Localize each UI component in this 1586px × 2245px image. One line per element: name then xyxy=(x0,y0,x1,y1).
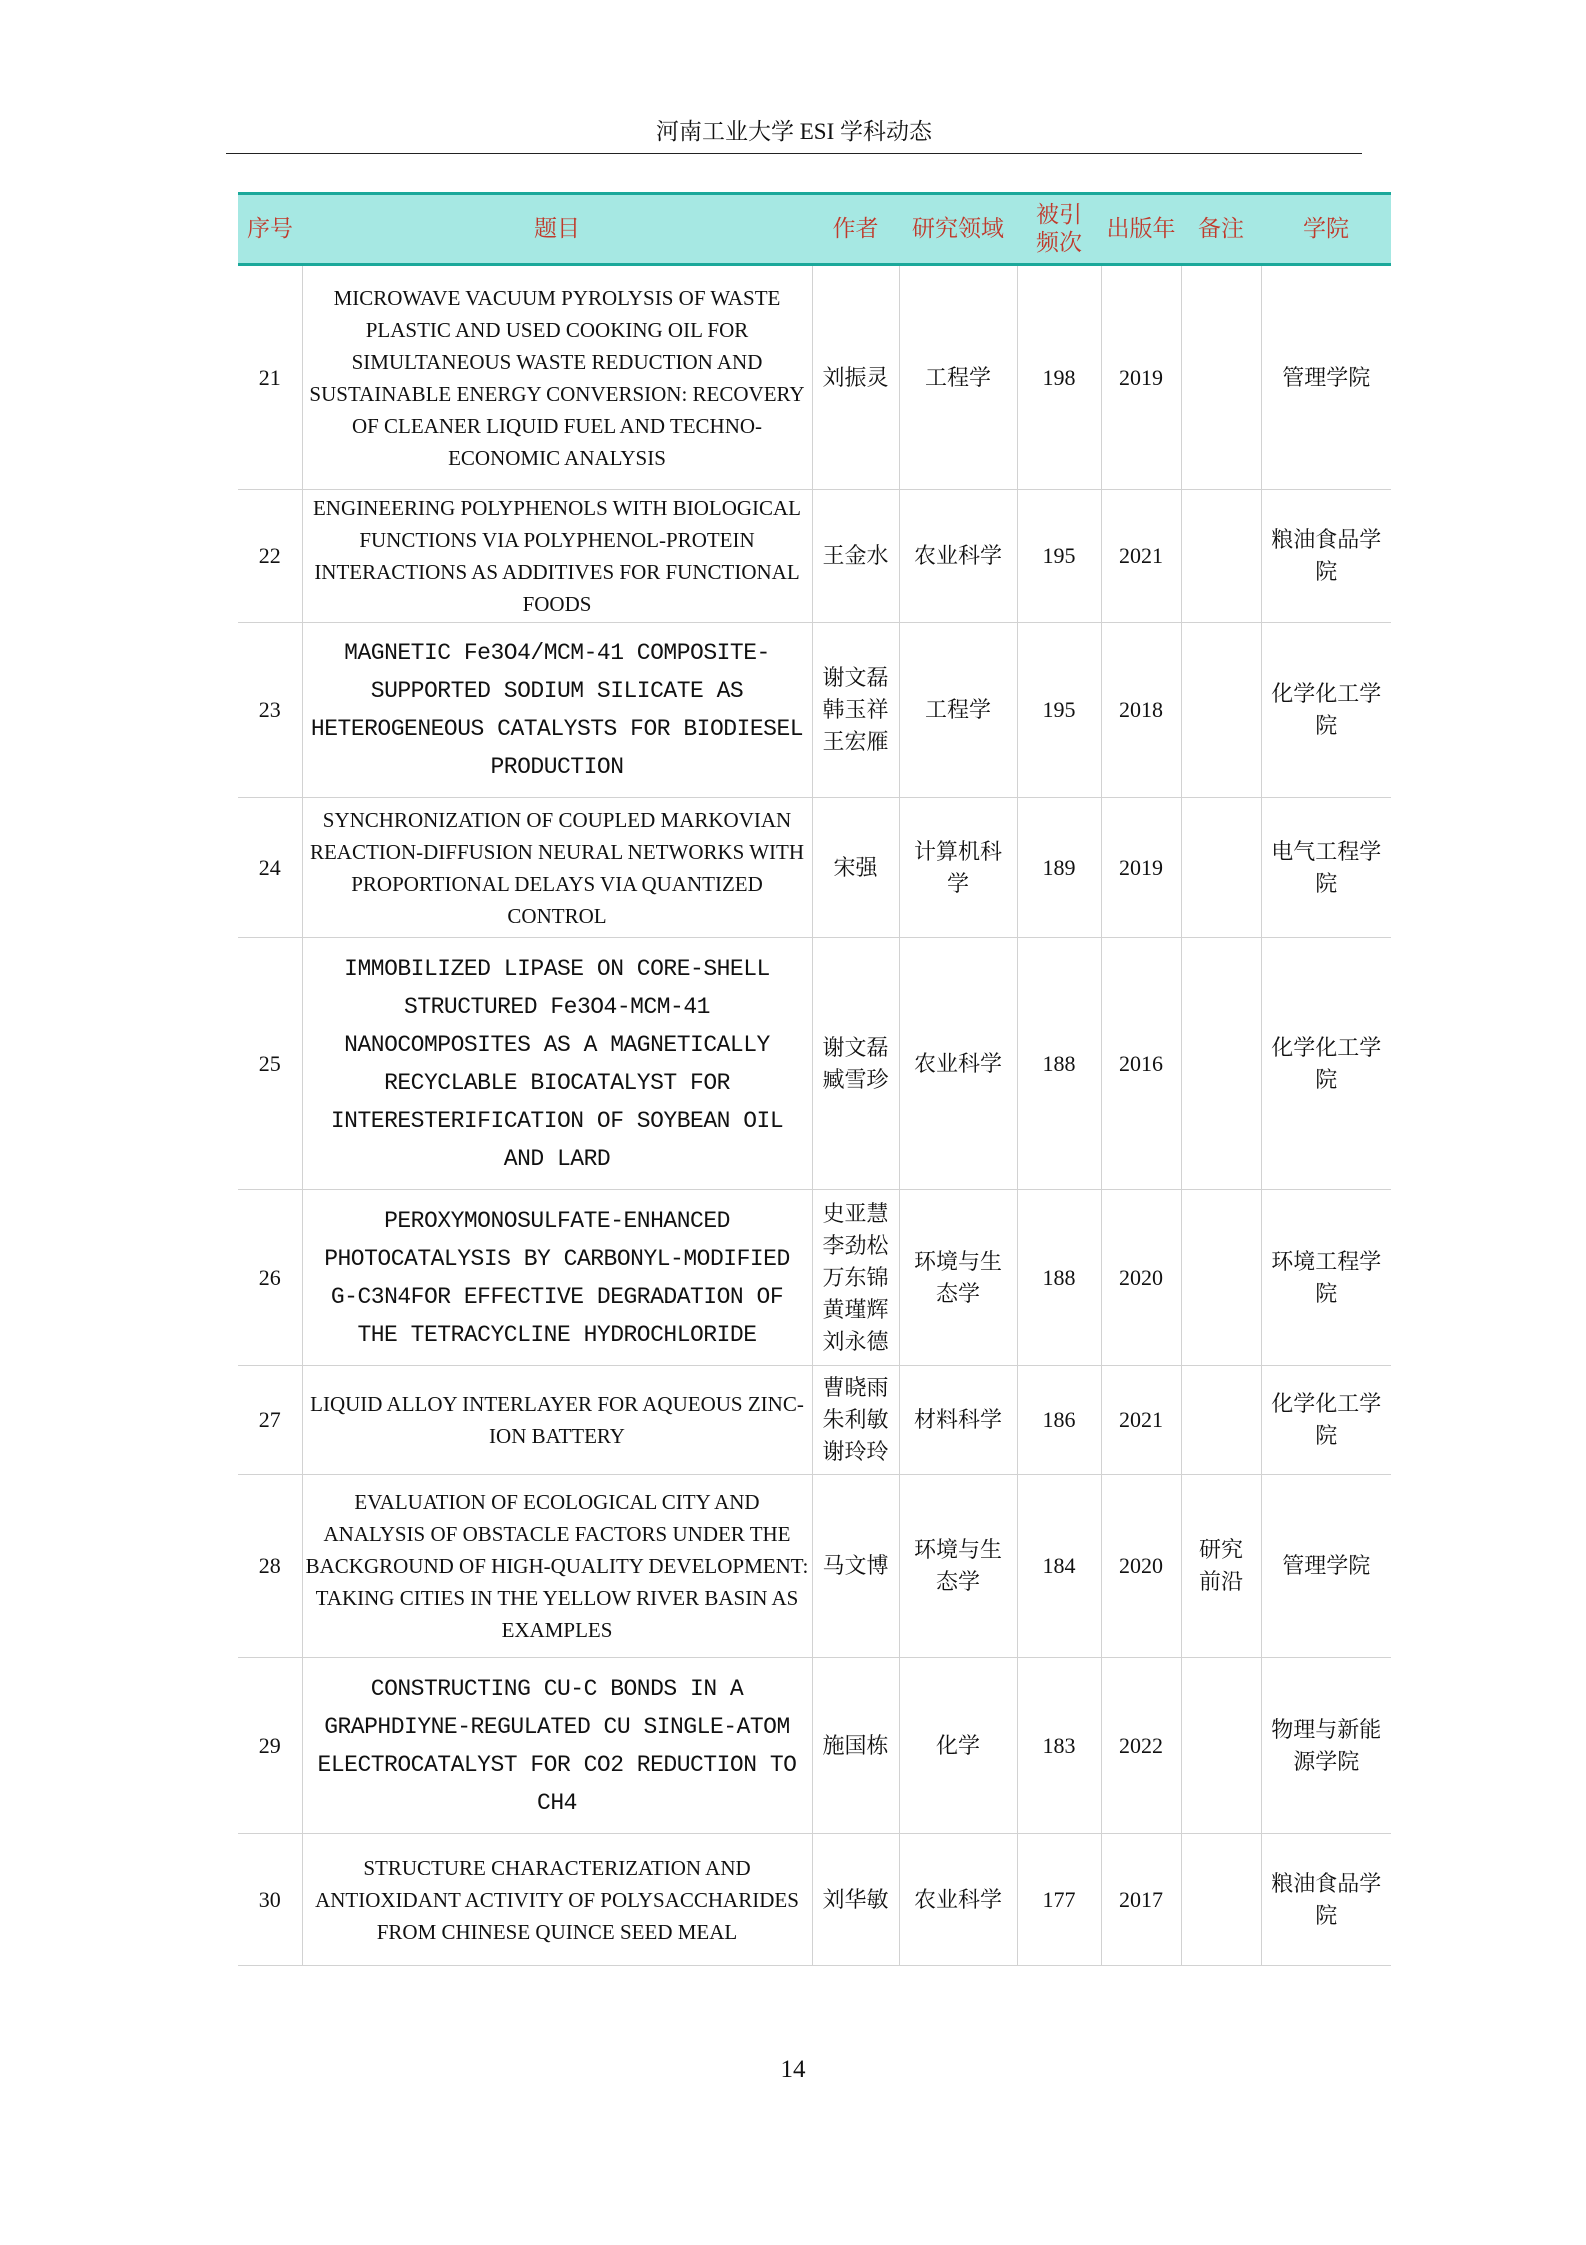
row-field: 材料科学 xyxy=(899,1366,1017,1475)
header-divider xyxy=(226,153,1362,154)
row-field: 工程学 xyxy=(899,623,1017,798)
table-row xyxy=(238,938,1391,1190)
row-author: 马文博 xyxy=(812,1475,899,1658)
row-field: 化学 xyxy=(899,1658,1017,1834)
row-year: 2022 xyxy=(1101,1658,1181,1834)
row-field: 农业科学 xyxy=(899,490,1017,623)
row-field: 农业科学 xyxy=(899,1834,1017,1966)
column-header-title: 题目 xyxy=(302,194,812,265)
column-header-field: 研究领域 xyxy=(899,194,1017,265)
row-author: 史亚慧 李劲松 万东锦 黄瑾辉 刘永德 xyxy=(812,1190,899,1366)
row-college: 电气工程学 院 xyxy=(1261,798,1391,938)
row-year: 2020 xyxy=(1101,1190,1181,1366)
column-header-year: 出版年 xyxy=(1101,194,1181,265)
row-year: 2017 xyxy=(1101,1834,1181,1966)
row-college: 粮油食品学 院 xyxy=(1261,1834,1391,1966)
row-note xyxy=(1181,938,1261,1190)
row-author: 曹晓雨 朱利敏 谢玲玲 xyxy=(812,1366,899,1475)
document-header: 河南工业大学 ESI 学科动态 xyxy=(656,119,932,144)
column-header-author: 作者 xyxy=(812,194,899,265)
row-citations: 195 xyxy=(1017,490,1101,623)
row-title: EVALUATION OF ECOLOGICAL CITY AND ANALYSIS OF OBSTACLE FACTORS UNDER THE BACKGROUND OF HIGH-QUALITY DEVELOPMENT: TAKING CITIES IN THE YELLOW RIVER BASIN AS EXAMPLES xyxy=(302,1475,812,1658)
page-number: 14 xyxy=(780,2056,806,2083)
table-row xyxy=(238,1475,1391,1658)
row-index: 29 xyxy=(238,1658,302,1834)
row-author: 施国栋 xyxy=(812,1658,899,1834)
row-citations: 184 xyxy=(1017,1475,1101,1658)
row-index: 25 xyxy=(238,938,302,1190)
row-college: 化学化工学 院 xyxy=(1261,938,1391,1190)
row-field: 计算机科 学 xyxy=(899,798,1017,938)
row-year: 2021 xyxy=(1101,490,1181,623)
row-index: 21 xyxy=(238,265,302,490)
row-author: 王金水 xyxy=(812,490,899,623)
row-note: 研究 前沿 xyxy=(1181,1475,1261,1658)
table-row xyxy=(238,1834,1391,1966)
table-row xyxy=(238,1366,1391,1475)
row-college: 管理学院 xyxy=(1261,1475,1391,1658)
row-note xyxy=(1181,1658,1261,1834)
row-note xyxy=(1181,490,1261,623)
row-college: 化学化工学 院 xyxy=(1261,623,1391,798)
row-index: 30 xyxy=(238,1834,302,1966)
row-citations: 188 xyxy=(1017,938,1101,1190)
row-author: 谢文磊 臧雪珍 xyxy=(812,938,899,1190)
column-header-note: 备注 xyxy=(1181,194,1261,265)
row-note xyxy=(1181,798,1261,938)
row-title: ENGINEERING POLYPHENOLS WITH BIOLOGICAL FUNCTIONS VIA POLYPHENOL-PROTEIN INTERACTIONS AS ADDITIVES FOR FUNCTIONAL FOODS xyxy=(302,490,812,623)
row-year: 2018 xyxy=(1101,623,1181,798)
row-index: 24 xyxy=(238,798,302,938)
column-header-index: 序号 xyxy=(238,194,302,265)
table-row xyxy=(238,623,1391,798)
row-index: 22 xyxy=(238,490,302,623)
row-college: 环境工程学 院 xyxy=(1261,1190,1391,1366)
row-citations: 198 xyxy=(1017,265,1101,490)
row-field: 环境与生 态学 xyxy=(899,1190,1017,1366)
table-row xyxy=(238,265,1391,490)
row-field: 环境与生 态学 xyxy=(899,1475,1017,1658)
esi-paper-table xyxy=(238,192,1391,1966)
row-citations: 186 xyxy=(1017,1366,1101,1475)
row-index: 28 xyxy=(238,1475,302,1658)
row-title: SYNCHRONIZATION OF COUPLED MARKOVIAN REACTION-DIFFUSION NEURAL NETWORKS WITH PROPORTIONAL DELAYS VIA QUANTIZED CONTROL xyxy=(302,798,812,938)
row-citations: 189 xyxy=(1017,798,1101,938)
row-author: 刘振灵 xyxy=(812,265,899,490)
column-header-citations: 被引 频次 xyxy=(1017,194,1101,265)
row-year: 2019 xyxy=(1101,798,1181,938)
column-header-college: 学院 xyxy=(1261,194,1391,265)
row-note xyxy=(1181,1190,1261,1366)
row-title: MAGNETIC Fe3O4/MCM-41 COMPOSITE-SUPPORTED SODIUM SILICATE AS HETEROGENEOUS CATALYSTS FOR BIODIESEL PRODUCTION xyxy=(302,623,812,798)
row-author: 刘华敏 xyxy=(812,1834,899,1966)
row-field: 农业科学 xyxy=(899,938,1017,1190)
row-index: 27 xyxy=(238,1366,302,1475)
table-row xyxy=(238,490,1391,623)
row-note xyxy=(1181,265,1261,490)
row-index: 23 xyxy=(238,623,302,798)
row-year: 2019 xyxy=(1101,265,1181,490)
row-citations: 177 xyxy=(1017,1834,1101,1966)
row-title: LIQUID ALLOY INTERLAYER FOR AQUEOUS ZINC-ION BATTERY xyxy=(302,1366,812,1475)
row-index: 26 xyxy=(238,1190,302,1366)
row-citations: 195 xyxy=(1017,623,1101,798)
table-row xyxy=(238,1658,1391,1834)
row-title: PEROXYMONOSULFATE-ENHANCED PHOTOCATALYSIS BY CARBONYL-MODIFIED G-C3N4FOR EFFECTIVE DEGRADATION OF THE TETRACYCLINE HYDROCHLORIDE xyxy=(302,1190,812,1366)
row-citations: 188 xyxy=(1017,1190,1101,1366)
row-college: 物理与新能 源学院 xyxy=(1261,1658,1391,1834)
table-row xyxy=(238,1190,1391,1366)
row-title: IMMOBILIZED LIPASE ON CORE-SHELL STRUCTURED Fe3O4-MCM-41 NANOCOMPOSITES AS A MAGNETICALLY RECYCLABLE BIOCATALYST FOR INTERESTERIFICATION OF SOYBEAN OIL AND LARD xyxy=(302,938,812,1190)
table-row xyxy=(238,798,1391,938)
row-college: 管理学院 xyxy=(1261,265,1391,490)
row-citations: 183 xyxy=(1017,1658,1101,1834)
row-title: CONSTRUCTING CU-C BONDS IN A GRAPHDIYNE-REGULATED CU SINGLE-ATOM ELECTROCATALYST FOR CO2 REDUCTION TO CH4 xyxy=(302,1658,812,1834)
row-college: 化学化工学 院 xyxy=(1261,1366,1391,1475)
row-note xyxy=(1181,1366,1261,1475)
row-note xyxy=(1181,1834,1261,1966)
row-title: STRUCTURE CHARACTERIZATION AND ANTIOXIDANT ACTIVITY OF POLYSACCHARIDES FROM CHINESE QUINCE SEED MEAL xyxy=(302,1834,812,1966)
row-year: 2020 xyxy=(1101,1475,1181,1658)
row-title: MICROWAVE VACUUM PYROLYSIS OF WASTE PLASTIC AND USED COOKING OIL FOR SIMULTANEOUS WASTE REDUCTION AND SUSTAINABLE ENERGY CONVERSION: RECOVERY OF CLEANER LIQUID FUEL AND TECHNO-ECONOMIC ANALYSIS xyxy=(302,265,812,490)
row-year: 2016 xyxy=(1101,938,1181,1190)
row-author: 宋强 xyxy=(812,798,899,938)
row-note xyxy=(1181,623,1261,798)
row-field: 工程学 xyxy=(899,265,1017,490)
table-header-row xyxy=(238,194,1391,265)
row-college: 粮油食品学 院 xyxy=(1261,490,1391,623)
row-author: 谢文磊 韩玉祥 王宏雁 xyxy=(812,623,899,798)
row-year: 2021 xyxy=(1101,1366,1181,1475)
